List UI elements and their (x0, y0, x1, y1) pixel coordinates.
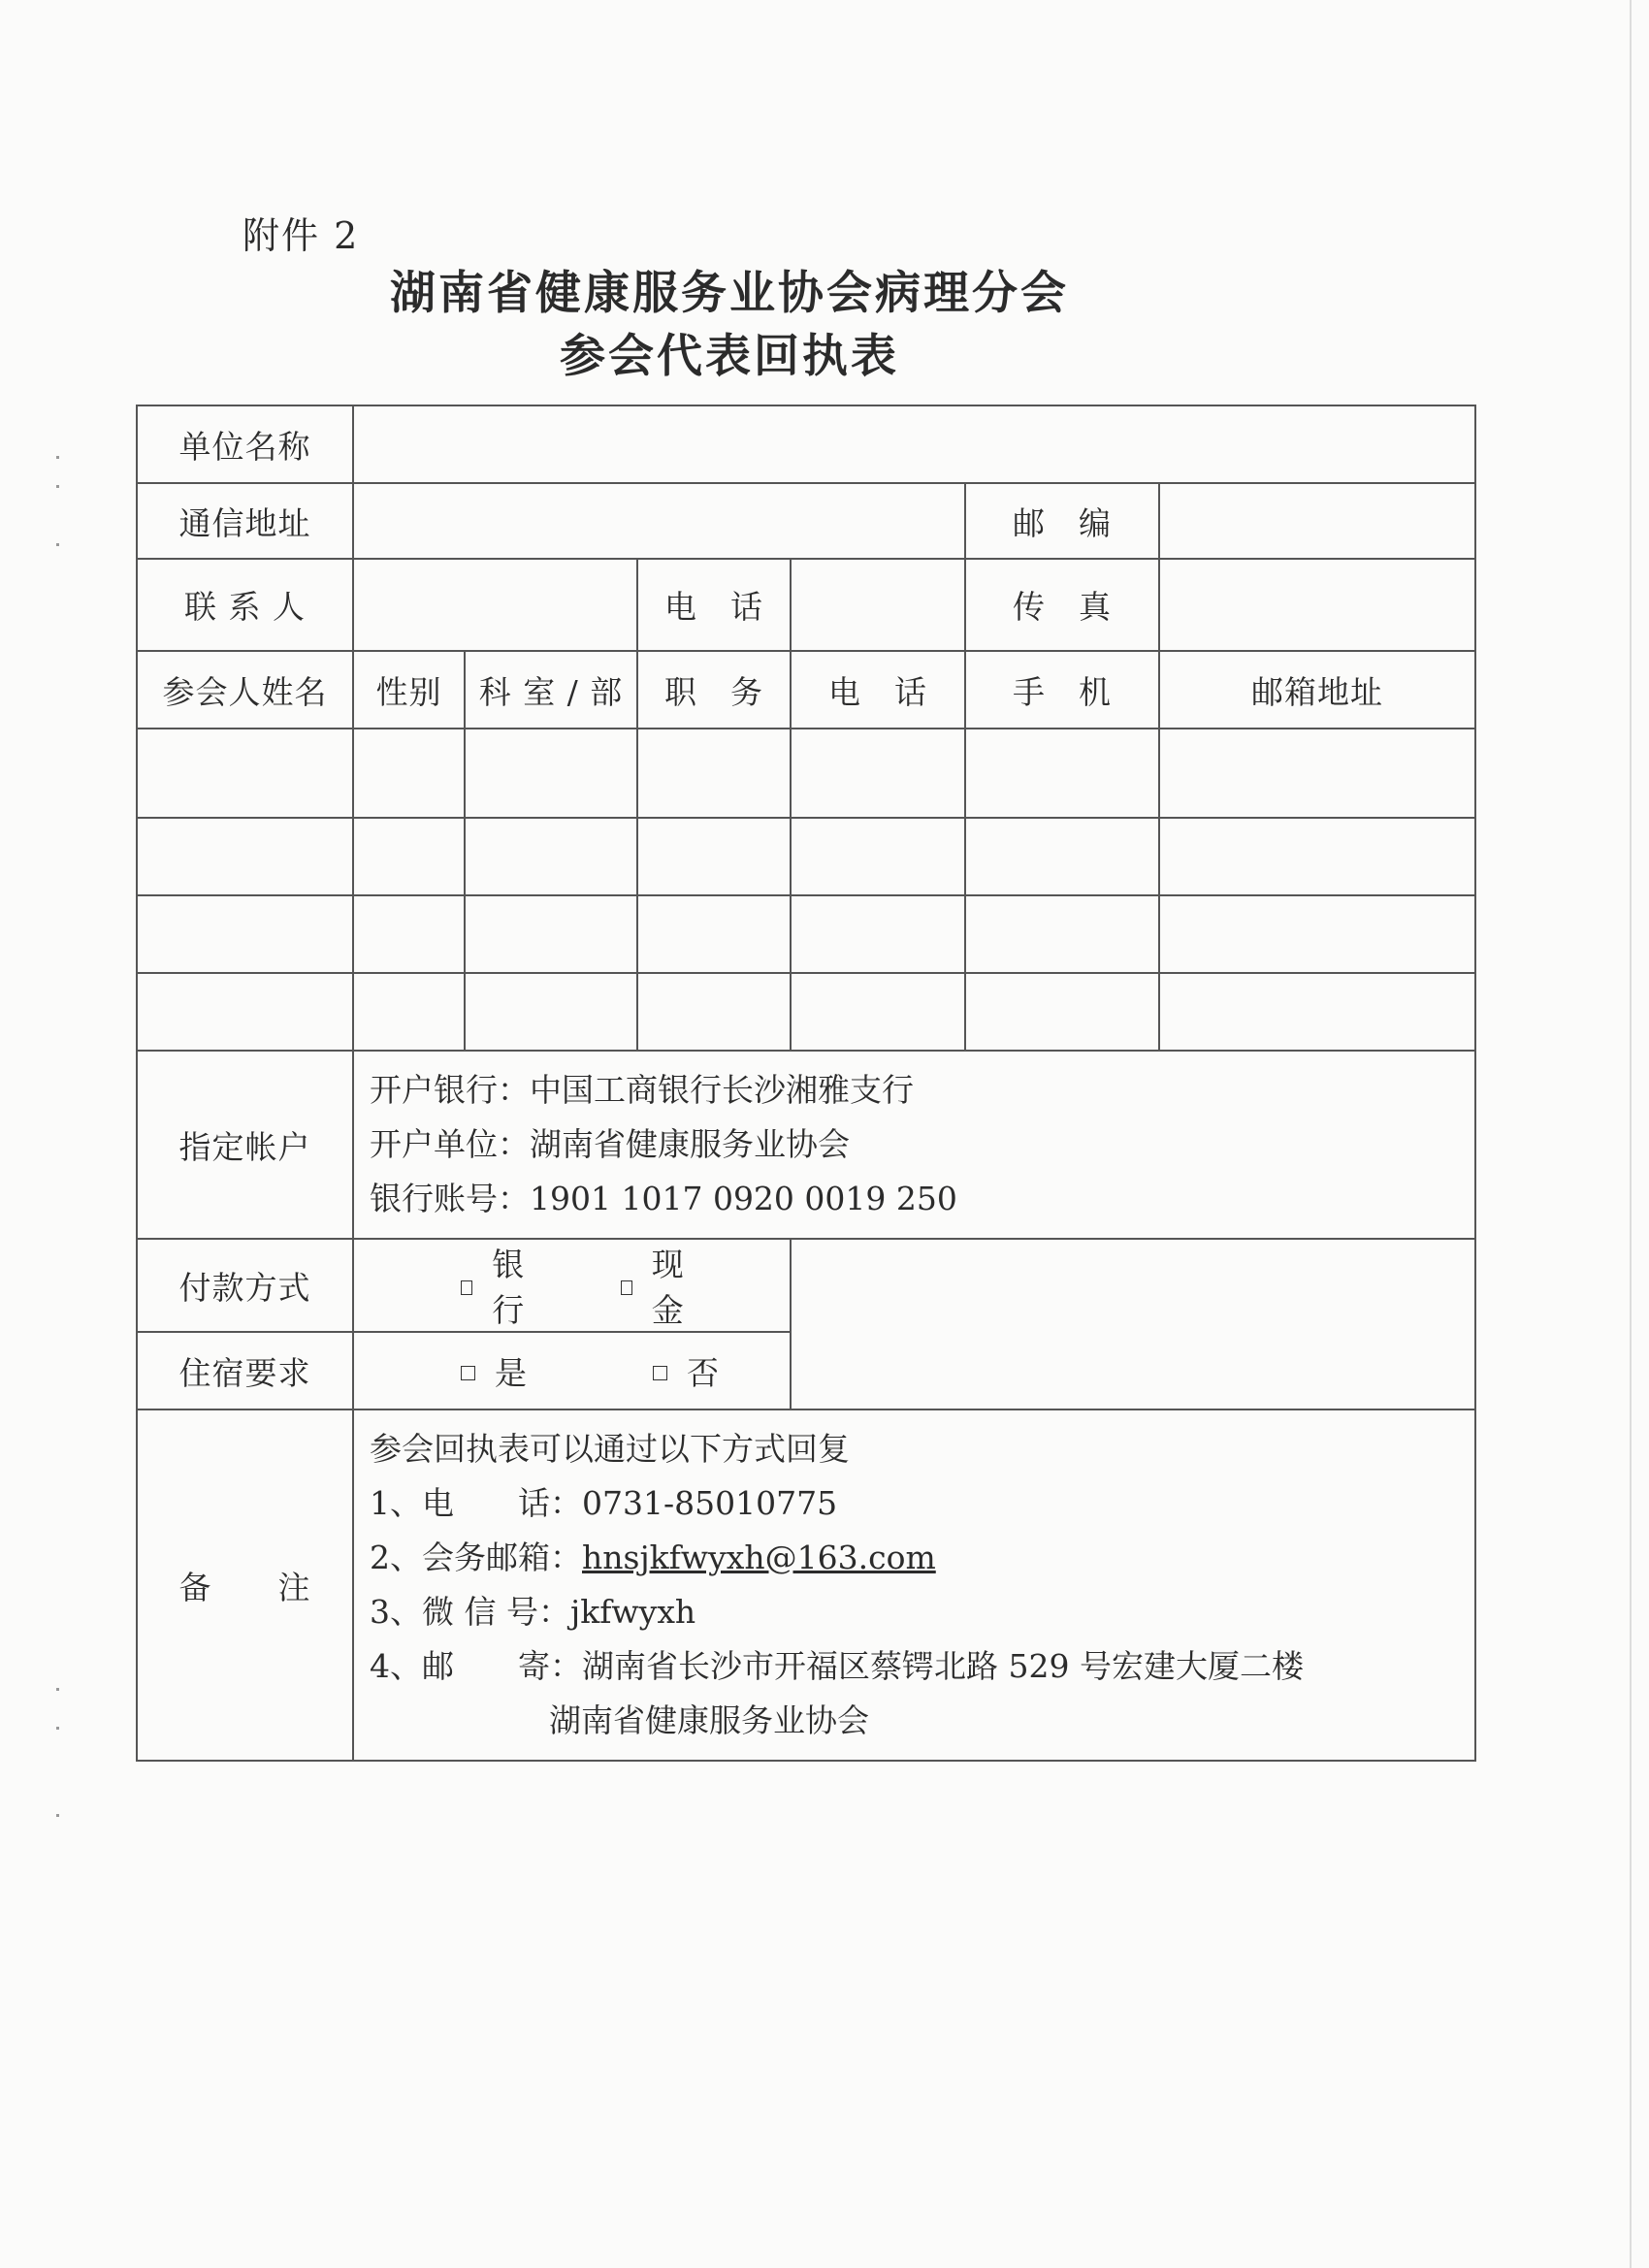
notes-mail-prefix: 4、邮 寄： (370, 1647, 582, 1685)
phone-field[interactable] (791, 559, 965, 651)
payment-row (137, 1239, 1475, 1332)
attendee-cell[interactable] (965, 729, 1159, 818)
notes-phone-number: 0731-85010775 (582, 1484, 838, 1522)
attendee-cell[interactable] (1159, 973, 1475, 1051)
notes-mail-recipient: 湖南省健康服务业协会 (549, 1701, 869, 1739)
lodging-no-label: 否 (687, 1353, 719, 1392)
attendee-row (137, 973, 1475, 1051)
attendee-cell[interactable] (465, 729, 637, 818)
attendee-cell[interactable] (1159, 895, 1475, 973)
unit-name-field[interactable] (353, 405, 1475, 483)
checkbox-icon[interactable] (461, 1280, 472, 1295)
registration-form-table (136, 405, 1476, 1762)
attendee-cell[interactable] (965, 818, 1159, 895)
attendee-cell[interactable] (791, 818, 965, 895)
checkbox-icon[interactable] (461, 1366, 475, 1380)
payment-cash-option[interactable] (621, 1240, 703, 1331)
attendee-row (137, 729, 1475, 818)
notes-mail-line (370, 1639, 1459, 1694)
address-label: 通信地址 (137, 483, 353, 559)
notes-email-prefix: 2、会务邮箱： (370, 1539, 582, 1576)
attendee-cell[interactable] (465, 973, 637, 1051)
attendee-cell[interactable] (791, 729, 965, 818)
attendee-header-row (137, 651, 1475, 729)
attendee-cell[interactable] (137, 818, 353, 895)
attendee-cell[interactable] (965, 973, 1159, 1051)
lodging-options (353, 1332, 791, 1409)
payment-cash-label: 现金 (651, 1246, 684, 1329)
attendee-cell[interactable] (353, 729, 465, 818)
attendee-row (137, 818, 1475, 895)
phone-label: 电 话 (637, 559, 791, 651)
attendee-cell[interactable] (137, 729, 353, 818)
account-number-line: 银行账号：1901 1017 0920 0019 250 (370, 1180, 957, 1217)
scan-mark (56, 543, 59, 546)
notes-label: 备 注 (137, 1409, 353, 1761)
notes-intro: 参会回执表可以通过以下方式回复 (370, 1430, 850, 1468)
col-phone: 电 话 (791, 651, 965, 729)
postcode-field[interactable] (1159, 483, 1475, 559)
notes-row (137, 1409, 1475, 1761)
payment-label: 付款方式 (137, 1239, 353, 1332)
scan-mark (56, 485, 59, 488)
col-mobile: 手 机 (965, 651, 1159, 729)
attendee-cell[interactable] (637, 895, 791, 973)
lodging-yes-option[interactable] (461, 1348, 527, 1394)
payment-options (353, 1239, 791, 1332)
scan-mark (56, 456, 59, 459)
notes-wechat-prefix: 3、微 信 号： (370, 1593, 570, 1631)
unit-name-label: 单位名称 (137, 405, 353, 483)
scan-edge (1630, 0, 1632, 2268)
account-label: 指定帐户 (137, 1051, 353, 1239)
attendee-cell[interactable] (965, 895, 1159, 973)
notes-wechat-line (370, 1585, 1459, 1639)
scan-mark (56, 1688, 59, 1691)
account-info (353, 1051, 1475, 1239)
notes-content (353, 1409, 1475, 1761)
lodging-no-option[interactable] (653, 1348, 719, 1394)
payment-lodging-blank (791, 1239, 1475, 1409)
contact-label: 联 系 人 (137, 559, 353, 651)
contact-row (137, 559, 1475, 651)
attachment-label: 附件 2 (242, 214, 360, 257)
lodging-label: 住宿要求 (137, 1332, 353, 1409)
payment-bank-label: 银行 (492, 1246, 525, 1329)
attendee-cell[interactable] (465, 895, 637, 973)
col-attendee-name: 参会人姓名 (137, 651, 353, 729)
col-department: 科 室 / 部 (465, 651, 637, 729)
attendee-cell[interactable] (353, 895, 465, 973)
address-field[interactable] (353, 483, 965, 559)
notes-email-link[interactable]: hnsjkfwyxh@163.com (582, 1539, 936, 1576)
payment-bank-option[interactable] (461, 1240, 543, 1331)
attendee-cell[interactable] (791, 973, 965, 1051)
fax-field[interactable] (1159, 559, 1475, 651)
attendee-cell[interactable] (465, 818, 637, 895)
attendee-cell[interactable] (1159, 729, 1475, 818)
notes-phone-line (370, 1476, 1459, 1531)
lodging-yes-label: 是 (495, 1353, 527, 1392)
col-position: 职 务 (637, 651, 791, 729)
form-title: 湖南省健康服务业协会病理分会 (390, 267, 1069, 320)
attendee-cell[interactable] (353, 973, 465, 1051)
col-email: 邮箱地址 (1159, 651, 1475, 729)
notes-mail-address: 湖南省长沙市开福区蔡锷北路 529 号宏建大厦二楼 (582, 1647, 1304, 1685)
account-row (137, 1051, 1475, 1239)
bank-name-line: 开户银行：中国工商银行长沙湘雅支行 (370, 1071, 914, 1109)
contact-field[interactable] (353, 559, 637, 651)
col-gender: 性别 (353, 651, 465, 729)
form-subtitle: 参会代表回执表 (560, 330, 899, 383)
unit-name-row (137, 405, 1475, 483)
scan-mark (56, 1727, 59, 1730)
notes-phone-prefix: 1、电 话： (370, 1484, 582, 1522)
attendee-cell[interactable] (1159, 818, 1475, 895)
attendee-cell[interactable] (137, 895, 353, 973)
notes-email-line (370, 1531, 1459, 1585)
attendee-row (137, 895, 1475, 973)
attendee-cell[interactable] (637, 973, 791, 1051)
attendee-cell[interactable] (637, 818, 791, 895)
attendee-cell[interactable] (137, 973, 353, 1051)
checkbox-icon[interactable] (621, 1280, 632, 1295)
attendee-cell[interactable] (791, 895, 965, 973)
fax-label: 传 真 (965, 559, 1159, 651)
checkbox-icon[interactable] (653, 1366, 667, 1380)
scan-mark (56, 1814, 59, 1817)
attendee-cell[interactable] (637, 729, 791, 818)
address-row (137, 483, 1475, 559)
postcode-label: 邮 编 (965, 483, 1159, 559)
account-holder-line: 开户单位：湖南省健康服务业协会 (370, 1125, 850, 1163)
notes-wechat-id: jkfwyxh (569, 1593, 696, 1631)
attendee-cell[interactable] (353, 818, 465, 895)
